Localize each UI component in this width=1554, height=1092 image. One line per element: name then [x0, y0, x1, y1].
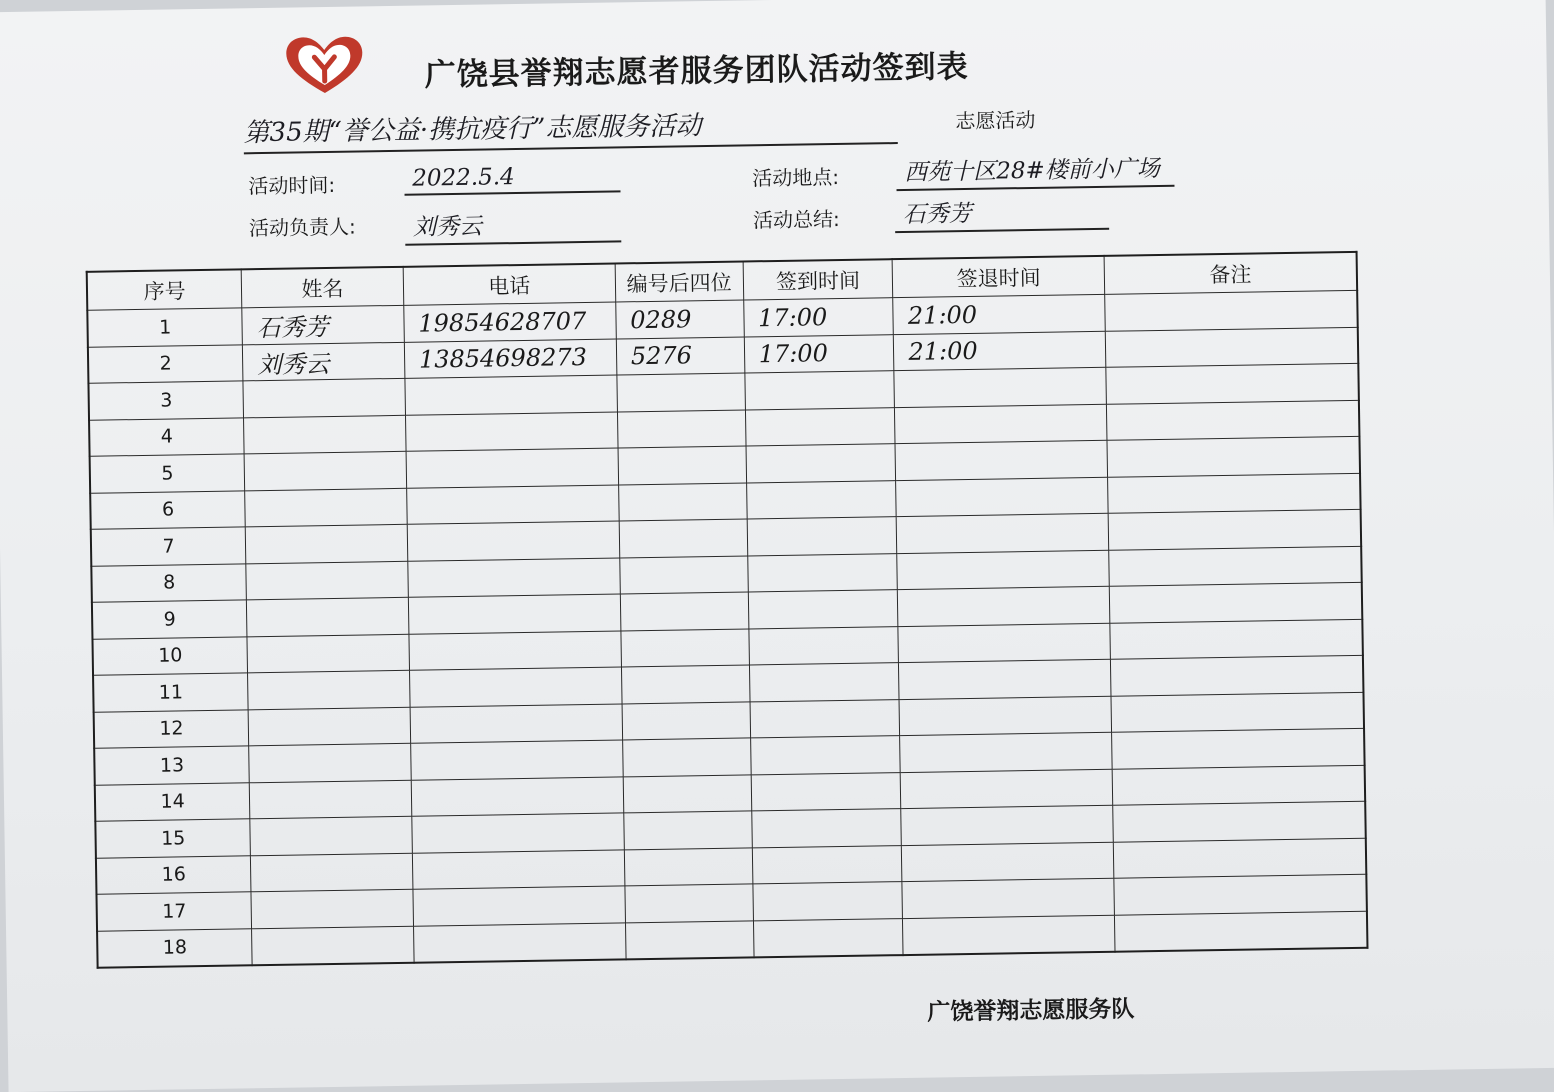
- phone-number-cell: 13854698273: [404, 339, 616, 379]
- activity-summary-label: 活动总结:: [752, 206, 840, 233]
- id-last-four-cell: 5276: [616, 336, 744, 375]
- remarks-cell: [1106, 363, 1359, 403]
- row-number-cell: 3: [88, 381, 243, 420]
- sign-out-time-cell: [902, 842, 1114, 882]
- sign-in-time-cell: [745, 407, 895, 446]
- id-last-four-cell: [625, 920, 753, 959]
- remarks-cell: [1112, 728, 1365, 768]
- volunteer-name-cell: [251, 889, 413, 928]
- volunteer-name-cell: [250, 816, 412, 855]
- phone-number-cell: [410, 703, 622, 743]
- sign-in-time-cell: [750, 699, 900, 738]
- column-header-remarks: 备注: [1104, 252, 1357, 294]
- phone-number-cell: [412, 849, 624, 889]
- row-number-cell: 16: [96, 855, 251, 894]
- sign-out-time-cell: [901, 769, 1113, 809]
- volunteer-name-cell: 石秀芳: [242, 305, 404, 344]
- sign-in-time-cell: [746, 480, 896, 519]
- remarks-cell: [1110, 619, 1363, 659]
- volunteer-name-cell: [247, 634, 409, 673]
- row-number-cell: 14: [95, 782, 250, 821]
- id-last-four-cell: [621, 665, 749, 704]
- phone-number-cell: [411, 776, 623, 816]
- column-header-sign-in-time: 签到时间: [743, 259, 893, 300]
- id-last-four-cell: [618, 482, 746, 521]
- volunteer-name-cell: [245, 524, 407, 563]
- sheet-title: 广饶县誉翔志愿者服务团队活动签到表: [424, 48, 969, 94]
- row-number-cell: 17: [96, 892, 251, 931]
- id-last-four-cell: [624, 847, 752, 886]
- sign-in-time-cell: [744, 371, 894, 410]
- sign-out-time-cell: [895, 440, 1107, 480]
- row-number-cell: 13: [94, 746, 249, 785]
- sign-out-time-cell: 21:00: [893, 294, 1105, 334]
- sign-out-time-cell: [902, 878, 1114, 918]
- sign-out-time-cell: [898, 623, 1110, 663]
- activity-time-value: 2022.5.4: [404, 162, 620, 195]
- sign-in-time-cell: 17:00: [744, 334, 894, 373]
- remarks-cell: [1113, 801, 1366, 841]
- phone-number-cell: [410, 740, 622, 780]
- remarks-cell: [1108, 473, 1361, 513]
- volunteer-name-cell: [247, 597, 409, 636]
- sign-in-time-cell: [751, 809, 901, 848]
- remarks-cell: [1108, 509, 1361, 549]
- activity-type-label: 志愿活动: [955, 107, 1036, 134]
- phone-number-cell: [409, 630, 621, 670]
- volunteer-name-cell: [248, 707, 410, 746]
- volunteer-name-cell: [246, 561, 408, 600]
- sign-in-time-cell: [753, 918, 903, 957]
- id-last-four-cell: [618, 446, 746, 485]
- volunteer-name-cell: [248, 670, 410, 709]
- activity-place-label: 活动地点:: [752, 164, 840, 191]
- remarks-cell: [1110, 655, 1363, 695]
- activity-time-label: 活动时间:: [248, 172, 336, 199]
- row-number-cell: 7: [91, 527, 246, 566]
- activity-leader-label: 活动负责人:: [248, 214, 356, 241]
- row-number-cell: 4: [89, 417, 244, 456]
- sign-out-time-cell: [897, 550, 1109, 590]
- sign-out-time-cell: [897, 513, 1109, 553]
- id-last-four-cell: [625, 884, 753, 923]
- remarks-cell: [1113, 838, 1366, 878]
- sign-out-time-cell: [895, 404, 1107, 444]
- volunteer-name-cell: 刘秀云: [243, 342, 405, 381]
- phone-number-cell: [413, 886, 625, 926]
- remarks-cell: [1106, 400, 1359, 440]
- volunteer-name-cell: [244, 415, 406, 454]
- activity-summary-value: 石秀芳: [895, 193, 1110, 233]
- column-header-name: 姓名: [241, 267, 403, 308]
- row-number-cell: 6: [90, 490, 245, 529]
- phone-number-cell: [407, 521, 619, 561]
- sign-in-time-cell: [748, 626, 898, 665]
- sign-in-time-cell: [753, 882, 903, 921]
- phone-number-cell: [409, 667, 621, 707]
- remarks-cell: [1109, 582, 1362, 622]
- id-last-four-cell: [620, 555, 748, 594]
- column-header-sign-out-time: 签退时间: [893, 256, 1105, 298]
- row-number-cell: 12: [94, 709, 249, 748]
- id-last-four-cell: [622, 701, 750, 740]
- volunteer-name-cell: [249, 780, 411, 819]
- remarks-cell: [1107, 436, 1360, 476]
- row-number-cell: 2: [88, 344, 243, 383]
- sign-out-time-cell: 21:00: [894, 331, 1106, 371]
- row-number-cell: 11: [93, 673, 248, 712]
- phone-number-cell: [412, 813, 624, 853]
- sign-in-time-cell: 17:00: [743, 298, 893, 337]
- remarks-cell: [1115, 911, 1368, 952]
- row-number-cell: 5: [90, 454, 245, 493]
- sign-in-time-cell: [748, 590, 898, 629]
- activity-leader-value: 刘秀云: [405, 205, 622, 245]
- sign-out-time-cell: [899, 659, 1111, 699]
- sign-out-time-cell: [894, 367, 1106, 407]
- phone-number-cell: [405, 411, 617, 451]
- phone-number-cell: [408, 594, 620, 634]
- volunteer-name-cell: [243, 378, 405, 417]
- id-last-four-cell: [621, 628, 749, 667]
- sign-in-time-cell: [750, 736, 900, 775]
- organization-name: 广饶誉翔志愿服务队: [927, 996, 1135, 1026]
- remarks-cell: [1111, 692, 1364, 732]
- sign-in-time-cell: [746, 444, 896, 483]
- phone-number-cell: [406, 484, 618, 524]
- sign-out-time-cell: [899, 696, 1111, 736]
- phone-number-cell: [413, 922, 625, 962]
- heart-hands-logo-icon: [282, 34, 367, 97]
- volunteer-name-cell: [251, 853, 413, 892]
- activity-place-value: 西苑十区28#楼前小广场: [896, 150, 1175, 191]
- sign-out-time-cell: [900, 732, 1112, 772]
- sign-in-table: [86, 251, 1369, 969]
- remarks-cell: [1105, 327, 1358, 367]
- column-header-phone: 电话: [403, 264, 616, 306]
- id-last-four-cell: [617, 373, 745, 412]
- volunteer-name-cell: [249, 743, 411, 782]
- sign-in-time-cell: [747, 553, 897, 592]
- phone-number-cell: [405, 375, 617, 415]
- column-header-number: 序号: [87, 269, 242, 310]
- row-number-cell: 10: [92, 636, 247, 675]
- id-last-four-cell: [619, 519, 747, 558]
- row-number-cell: 15: [95, 819, 250, 858]
- row-number-cell: 1: [87, 308, 242, 347]
- remarks-cell: [1105, 290, 1358, 330]
- row-number-cell: 8: [91, 563, 246, 602]
- remarks-cell: [1112, 765, 1365, 805]
- row-number-cell: 9: [92, 600, 247, 639]
- volunteer-name-cell: [244, 451, 406, 490]
- remarks-cell: [1109, 546, 1362, 586]
- volunteer-name-cell: [252, 926, 414, 966]
- row-number-cell: 18: [97, 928, 252, 967]
- sign-out-time-cell: [896, 477, 1108, 517]
- phone-number-cell: [406, 448, 618, 488]
- remarks-cell: [1114, 874, 1367, 914]
- sign-in-time-cell: [752, 845, 902, 884]
- id-last-four-cell: [623, 774, 751, 813]
- sign-in-time-cell: [751, 772, 901, 811]
- sign-out-time-cell: [898, 586, 1110, 626]
- id-last-four-cell: 0289: [615, 300, 743, 339]
- id-last-four-cell: [617, 409, 745, 448]
- column-header-id-last-four: 编号后四位: [615, 262, 743, 303]
- table-body: [87, 290, 1367, 967]
- id-last-four-cell: [620, 592, 748, 631]
- phone-number-cell: 19854628707: [404, 302, 616, 342]
- phone-number-cell: [408, 557, 620, 597]
- activity-name: 第35期“誉公益·携抗疫行”志愿服务活动: [243, 102, 898, 154]
- sign-in-time-cell: [747, 517, 897, 556]
- id-last-four-cell: [624, 811, 752, 850]
- id-last-four-cell: [622, 738, 750, 777]
- sign-in-time-cell: [749, 663, 899, 702]
- sign-out-time-cell: [901, 805, 1113, 845]
- sign-out-time-cell: [903, 915, 1115, 955]
- volunteer-name-cell: [245, 488, 407, 527]
